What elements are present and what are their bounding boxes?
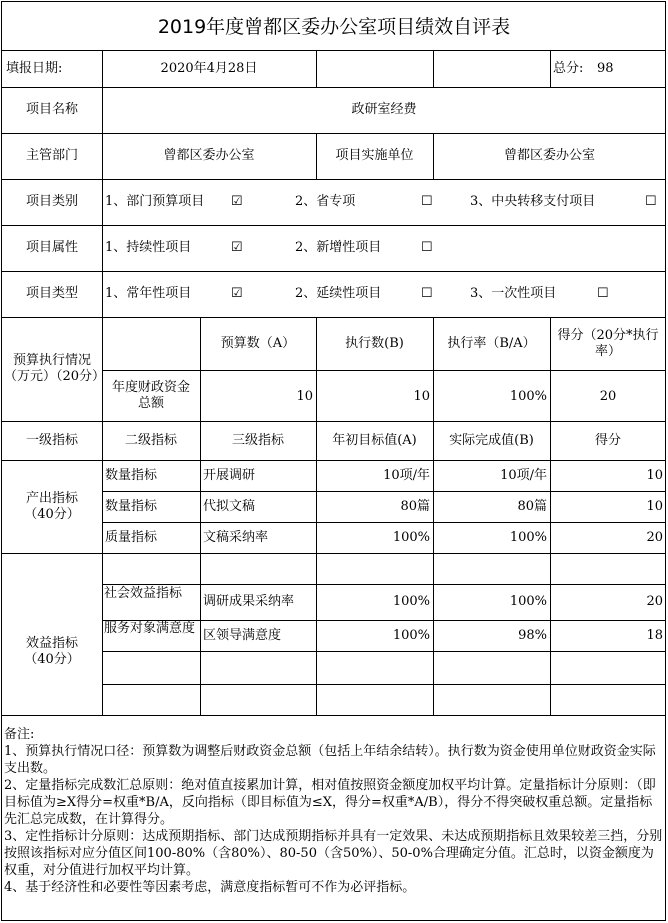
budget-row-label: 年度财政资金总额	[111, 379, 190, 411]
output-row-2-actual: 80篇	[517, 498, 547, 514]
benefit-row-2-level3: 区领导满意度	[203, 627, 282, 643]
type-option-2: 2、延续性项目	[295, 286, 382, 301]
notes-section	[4, 726, 664, 896]
note-3: 3、定性指标计分原则：达成预期指标、部门达成预期指标并具有一定效果、未达成预期指标且效果较差三挡，分别按照该指标对应分值区间100-80%（含80%）、80-50（含50%）、50-0%合理确定分值。汇总时，以资金额度为权重，对分值进行加权平均计算。	[4, 829, 663, 878]
note-4: 4、基于经济性和必要性等因素考虑，满意度指标暂可不作为必评指标。	[4, 880, 416, 895]
type-checkbox-2[interactable]: ☐	[421, 286, 433, 301]
budget-rate-value: 100%	[509, 388, 547, 404]
category-option-1: 1、部门预算项目	[105, 194, 205, 209]
benefit-row-1-actual: 100%	[509, 594, 547, 609]
budget-header-score: 得分（20分*执行率）	[557, 327, 659, 359]
form-title: 2019年度曾都区委办公室项目绩效自评表	[157, 15, 511, 38]
header-level1: 一级指标	[25, 432, 78, 448]
category-checkbox-1[interactable]: ☑	[231, 194, 243, 209]
impl-unit-value: 曾都区委办公室	[503, 148, 595, 163]
budget-executed-value: 10	[413, 388, 430, 404]
output-row-3-level3: 文稿采纳率	[203, 529, 269, 545]
impl-unit-label: 项目实施单位	[335, 148, 414, 163]
output-row-2-level3: 代拟文稿	[203, 498, 256, 514]
project-type-label: 项目类型	[25, 286, 78, 301]
output-row-1-score: 10	[646, 467, 663, 483]
type-checkbox-3[interactable]: ☐	[597, 286, 609, 301]
benefit-row-2-level2: 服务对象满意度	[104, 621, 196, 636]
project-category-label: 项目类别	[25, 194, 78, 209]
project-name-label: 项目名称	[25, 102, 78, 117]
note-1: 1、预算执行情况口径：预算数为调整后财政资金总额（包括上年结余结转）。执行数为资金使用单位财政资金实际支出数。	[4, 744, 656, 776]
fill-date-label: 填报日期:	[6, 60, 63, 76]
benefit-row-1-level3: 调研成果采纳率	[203, 594, 295, 609]
benefit-row-1-score: 20	[646, 594, 663, 609]
output-row-1-level2: 数量指标	[105, 467, 158, 483]
benefit-indicator-label: 效益指标（40分）	[24, 636, 80, 667]
output-row-1-actual: 10项/年	[500, 467, 547, 483]
output-row-1-target: 10项/年	[383, 467, 430, 483]
header-target: 年初目标值(A)	[332, 432, 417, 448]
budget-header-executed: 执行数(B)	[345, 335, 404, 351]
department-label: 主管部门	[25, 148, 78, 163]
benefit-row-2-target: 100%	[392, 627, 430, 643]
type-checkbox-1[interactable]: ☑	[231, 286, 243, 301]
budget-planned-value: 10	[296, 388, 313, 404]
output-row-3-actual: 100%	[509, 529, 547, 545]
header-level3: 三级指标	[231, 432, 284, 448]
attribute-checkbox-2[interactable]: ☐	[421, 240, 433, 255]
output-row-3-score: 20	[646, 529, 663, 545]
attribute-option-2: 2、新增性项目	[295, 240, 382, 255]
total-score-label: 总分:	[553, 60, 584, 76]
output-row-2-score: 10	[646, 498, 663, 514]
category-option-2: 2、省专项	[295, 194, 356, 209]
budget-header-rate: 执行率（B/A）	[447, 335, 536, 351]
note-2: 2、定量指标完成数汇总原则：绝对值直接累加计算，相对值按照资金额度加权平均计算。定量指标计分原则：（即目标值为≥X得分=权重*B/A，反向指标（即目标值为≤X，得分=权重*A/B），得分不得突破权重总额。定量指标先汇总完成数，在计算得分。	[4, 778, 656, 827]
attribute-checkbox-1[interactable]: ☑	[231, 240, 243, 255]
project-name-value: 政研室经费	[351, 102, 417, 117]
category-option-3: 3、中央转移支付项目	[470, 194, 596, 209]
header-score: 得分	[594, 432, 621, 448]
output-row-2-level2: 数量指标	[105, 498, 158, 514]
total-score-value: 98	[597, 60, 614, 76]
budget-header-planned: 预算数（A）	[220, 335, 296, 351]
project-attribute-label: 项目属性	[25, 240, 78, 255]
header-actual: 实际完成值(B)	[449, 432, 534, 448]
budget-score-value: 20	[599, 388, 617, 404]
output-indicator-label: 产出指标（40分）	[24, 490, 80, 522]
category-checkbox-3[interactable]: ☐	[645, 194, 657, 209]
attribute-option-1: 1、持续性项目	[105, 240, 192, 255]
header-level2: 二级指标	[124, 432, 177, 448]
output-row-2-target: 80篇	[400, 498, 430, 514]
type-option-3: 3、一次性项目	[470, 286, 557, 301]
category-checkbox-2[interactable]: ☐	[421, 194, 433, 209]
benefit-row-2-score: 18	[646, 627, 663, 643]
benefit-row-1-target: 100%	[392, 594, 430, 609]
output-row-3-level2: 质量指标	[105, 529, 158, 545]
output-row-1-level3: 开展调研	[203, 467, 256, 483]
type-option-1: 1、常年性项目	[105, 286, 192, 301]
department-value: 曾都区委办公室	[163, 148, 255, 163]
output-row-3-target: 100%	[392, 529, 430, 545]
benefit-row-1-level2: 社会效益指标	[104, 586, 183, 601]
budget-label: 预算执行情况（万元）（20分）	[4, 353, 106, 384]
fill-date-value: 2020年4月28日	[160, 60, 258, 76]
notes-heading: 备注:	[4, 727, 35, 742]
benefit-row-2-actual: 98%	[518, 627, 547, 643]
